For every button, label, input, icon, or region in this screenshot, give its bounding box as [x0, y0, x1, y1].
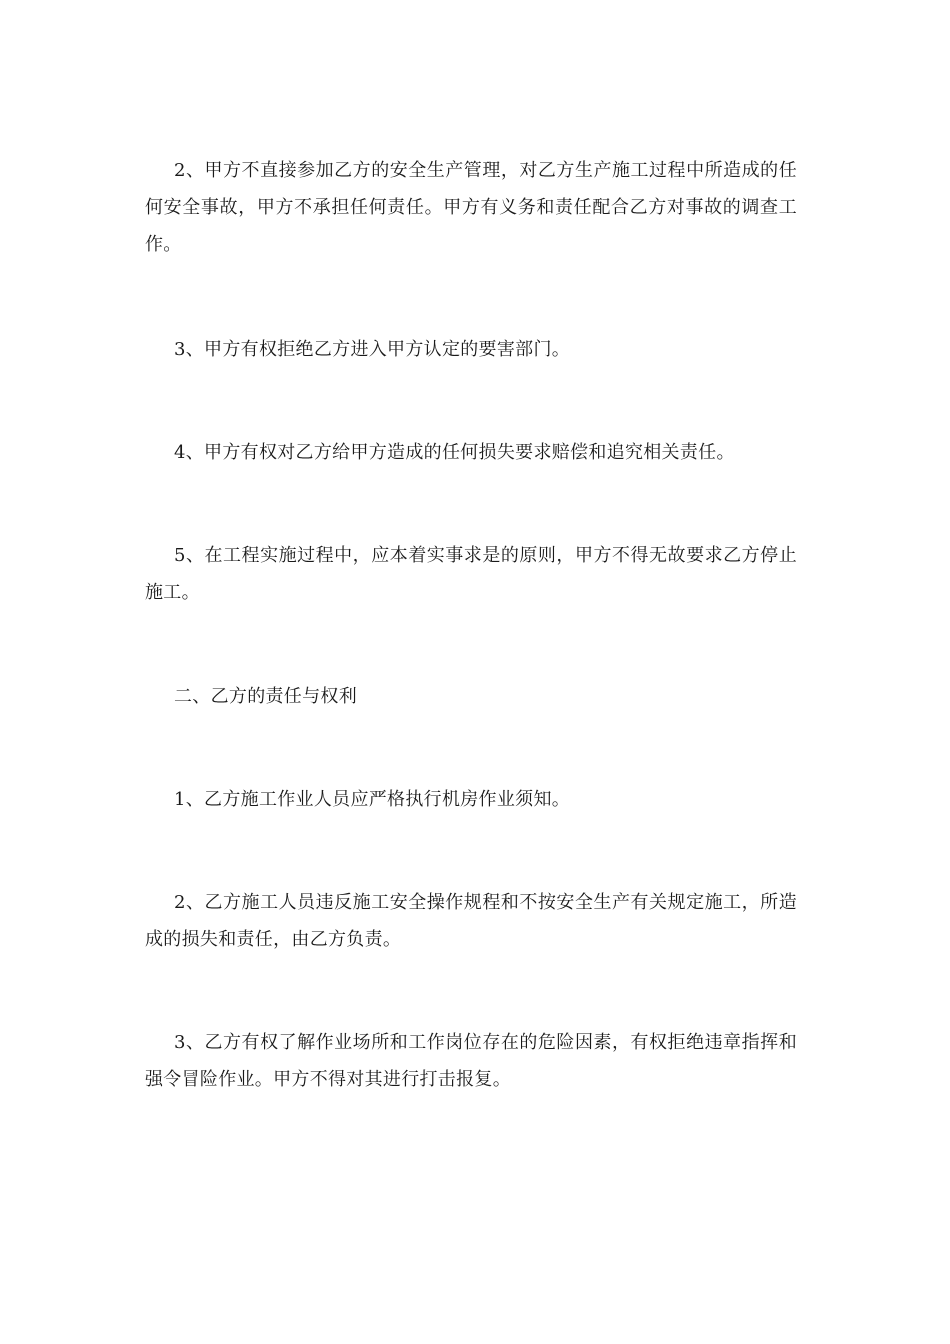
paragraph-party-a-4: 4、甲方有权对乙方给甲方造成的任何损失要求赔偿和追究相关责任。 [174, 442, 735, 463]
paragraph-party-a-2: 2、甲方不直接参加乙方的安全生产管理，对乙方生产施工过程中所造成的任何安全事故，甲方不承担任何责任。甲方有义务和责任配合乙方对事故的调查工作。 [145, 160, 797, 255]
paragraph-party-b-3: 3、乙方有权了解作业场所和工作岗位存在的危险因素，有权拒绝违章指挥和强令冒险作业。甲方不得对其进行打击报复。 [145, 1032, 797, 1090]
paragraph-party-b-2: 2、乙方施工人员违反施工安全操作规程和不按安全生产有关规定施工，所造成的损失和责任，由乙方负责。 [145, 892, 797, 950]
paragraph-party-b-1: 1、乙方施工作业人员应严格执行机房作业须知。 [174, 789, 571, 810]
section-heading-party-b: 二、乙方的责任与权利 [174, 686, 357, 707]
paragraph-party-a-3: 3、甲方有权拒绝乙方进入甲方认定的要害部门。 [174, 339, 571, 360]
paragraph-party-a-5: 5、在工程实施过程中，应本着实事求是的原则，甲方不得无故要求乙方停止施工。 [145, 545, 797, 603]
